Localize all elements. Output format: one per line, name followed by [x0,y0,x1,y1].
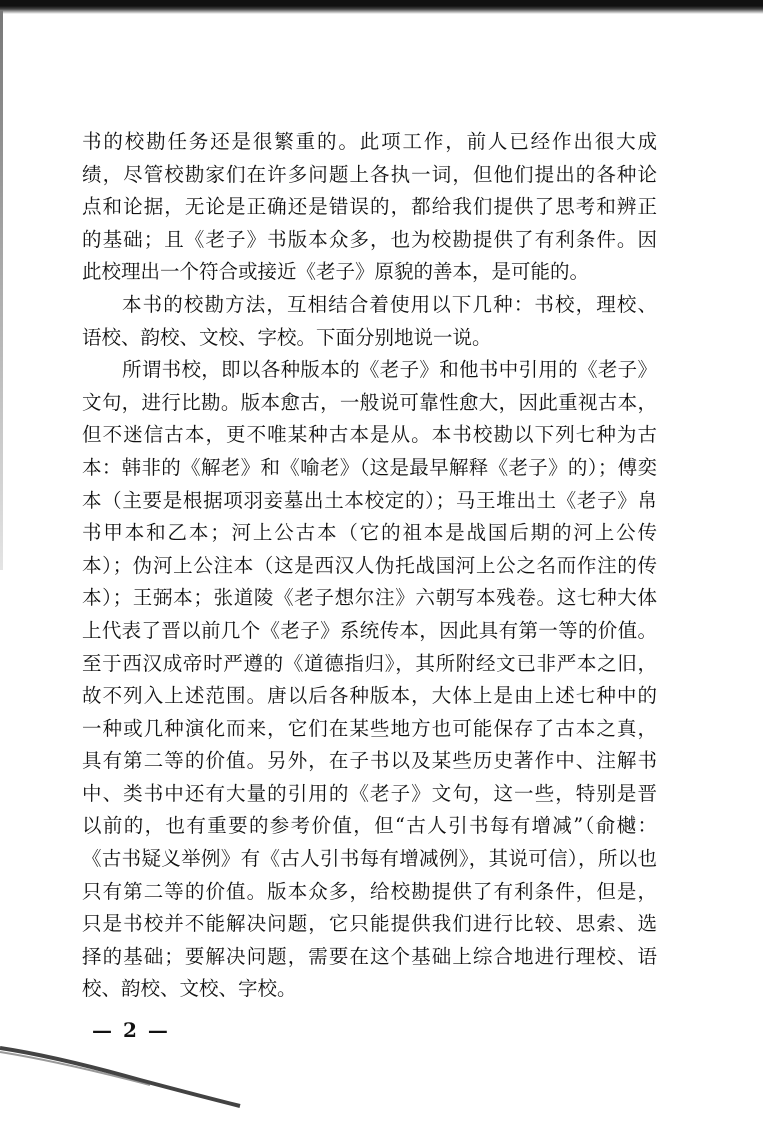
text-line: 择的基础；要解决问题，需要在这个基础上综合地进行理校、语 [82,944,657,968]
text-line: 至于西汉成帝时严遵的《道德指归》，其所附经文已非严本之旧， [82,651,657,675]
text-line: 绩，尽管校勘家们在许多问题上各执一词，但他们提出的各种论 [82,162,657,186]
scan-edge-top [0,0,763,14]
scan-edge-bottom [0,1040,250,1110]
text-line: 语校、韵校、文校、字校。下面分别地说一说。 [82,325,492,349]
paragraph [82,289,657,354]
text-line: 此校理出一个符合或接近《老子》原貌的善本，是可能的。 [82,260,590,284]
text-line: 本）；伪河上公注本（这是西汉人伪托战国河上公之名而作注的传 [82,553,657,577]
paragraph [82,354,657,1006]
text-line: 具有第二等的价值。另外，在子书以及某些历史著作中、注解书 [82,749,657,773]
text-line: 只有第二等的价值。版本众多，给校勘提供了有利条件，但是， [82,879,657,903]
text-line: 上代表了晋以前几个《老子》系统传本，因此具有第一等的价值。 [82,618,657,642]
text-line: 《古书疑义举例》有《古人引书每有增减例》，其说可信），所以也 [82,847,657,871]
text-line: 本：韩非的《解老》和《喻老》（这是最早解释《老子》的）；傅奕 [82,455,657,479]
text-line: 文句，进行比勘。版本愈古，一般说可靠性愈大，因此重视古本， [82,390,657,414]
text-line: 校、韵校、文校、字校。 [82,977,297,1001]
text-line: 书的校勘任务还是很繁重的。此项工作，前人已经作出很大成 [82,130,657,153]
text-line: 所谓书校，即以各种版本的《老子》和他书中引用的《老子》 [122,358,657,382]
scan-edge-left [0,10,3,570]
text-line: 但不迷信古本，更不唯某种古本是从。本书校勘以下列七种为古 [82,423,657,447]
text-line: 以前的，也有重要的参考价值，但“古人引书每有增减”（俞樾： [82,814,657,838]
text-line: 故不列入上述范围。唐以后各种版本，大体上是由上述七种中的 [82,684,657,708]
text-line: 中、类书中还有大量的引用的《老子》文句，这一些，特别是晋 [82,781,657,805]
page-body [82,126,657,1006]
text-line: 只是书校并不能解决问题，它只能提供我们进行比较、思索、选 [82,912,657,936]
page-number: — 2 — [92,1018,170,1042]
paragraph [82,126,657,289]
text-line: 书甲本和乙本；河上公古本（它的祖本是战国后期的河上公传 [82,521,657,545]
text-line: 点和论据，无论是正确还是错误的，都给我们提供了思考和辨正 [82,195,657,219]
text-line: 本（主要是根据项羽妾墓出土本校定的）；马王堆出土《老子》帛 [82,488,657,512]
text-line: 一种或几种演化而来，它们在某些地方也可能保存了古本之真， [82,716,657,740]
text-line: 的基础；且《老子》书版本众多，也为校勘提供了有利条件。因 [82,227,657,251]
text-line: 本）；王弼本；张道陵《老子想尔注》六朝写本残卷。这七种大体 [82,586,657,610]
text-line: 本书的校勘方法，互相结合着使用以下几种：书校，理校、 [122,292,657,316]
